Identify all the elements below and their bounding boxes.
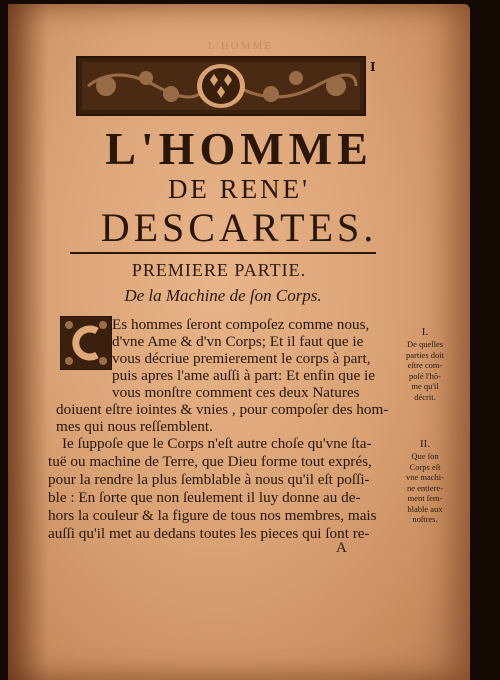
margin-note-number: II. <box>419 438 431 450</box>
part-heading: PREMIERE PARTIE. <box>131 260 307 280</box>
title-rule <box>70 252 376 254</box>
text-line-4: puis apres l'ame auſſi à part: Et enfin que ie <box>112 367 375 384</box>
margin-note <box>389 451 461 525</box>
margin-note-line: blable aux <box>407 503 443 514</box>
text-line-2: d'vne Ame & d'vn Corps; Et il faut que ie <box>112 333 364 350</box>
corner-mark: I <box>370 60 376 74</box>
bleed-through-text: L'HOMME <box>208 40 273 52</box>
text-line-11: ble : En ſorte que non ſeulement il luy donne au de- <box>48 489 361 506</box>
text-line-1: Es hommes ſeront compoſez comme nous, <box>112 316 370 333</box>
section-subheading: De la Machine de ſon Corps. <box>124 286 322 305</box>
title-line-1: L'HOMME <box>105 123 373 174</box>
margin-note-line: ne entiere- <box>406 482 444 493</box>
text-line-8: Ie ſuppoſe que le Corps n'eſt autre choſe qu'vne ſta- <box>62 435 372 452</box>
book-gutter-shadow <box>8 4 48 680</box>
title-line-3: DESCARTES. <box>100 205 378 250</box>
margin-note-line: Que ſon <box>411 451 439 461</box>
decorated-initial-c-icon <box>60 316 112 370</box>
margin-note <box>389 339 461 402</box>
text-line-6: doiuent eſtre iointes & vnies , pour compoſer des hom- <box>56 401 389 418</box>
text-line-13: auſſi qu'il met au dedans toutes les pieces qui ſont re- <box>48 525 370 542</box>
margin-note-line: vne machi- <box>406 472 444 482</box>
margin-note-line: ment ſem- <box>407 493 443 503</box>
margin-note-line: poſé l'hõ- <box>409 370 441 381</box>
margin-note-number: I. <box>421 326 429 338</box>
margin-note-line: De quelles <box>406 339 444 349</box>
text-line-3: vous décriue premierement le corps à part, <box>112 350 371 367</box>
floral-headpiece-ornament <box>76 56 366 116</box>
margin-note-line: décrit. <box>414 391 436 402</box>
text-line-10: pour la rendre la plus ſemblable à nous qu'il eſt poſſi- <box>48 471 370 488</box>
signature-mark: A <box>336 540 347 556</box>
book-page <box>8 4 470 680</box>
margin-note-line: parties doit <box>405 349 444 360</box>
margin-note-line: eſtre com- <box>407 360 443 370</box>
margin-note-line: me qu'il <box>411 381 439 391</box>
text-line-9: tuë ou machine de Terre, que Dieu forme tout exprés, <box>48 453 372 470</box>
text-line-5: vous monſtre comment ces deux Natures <box>112 384 360 401</box>
margin-note-line: Corps eſt <box>409 461 441 472</box>
margin-note-line: noſtres. <box>412 514 438 524</box>
text-line-7: mes qui nous reſſemblent. <box>56 418 213 435</box>
text-line-12: hors la couleur & la figure de tous nos membres, mais <box>48 507 377 524</box>
title-line-2: DE RENE' <box>167 174 311 204</box>
